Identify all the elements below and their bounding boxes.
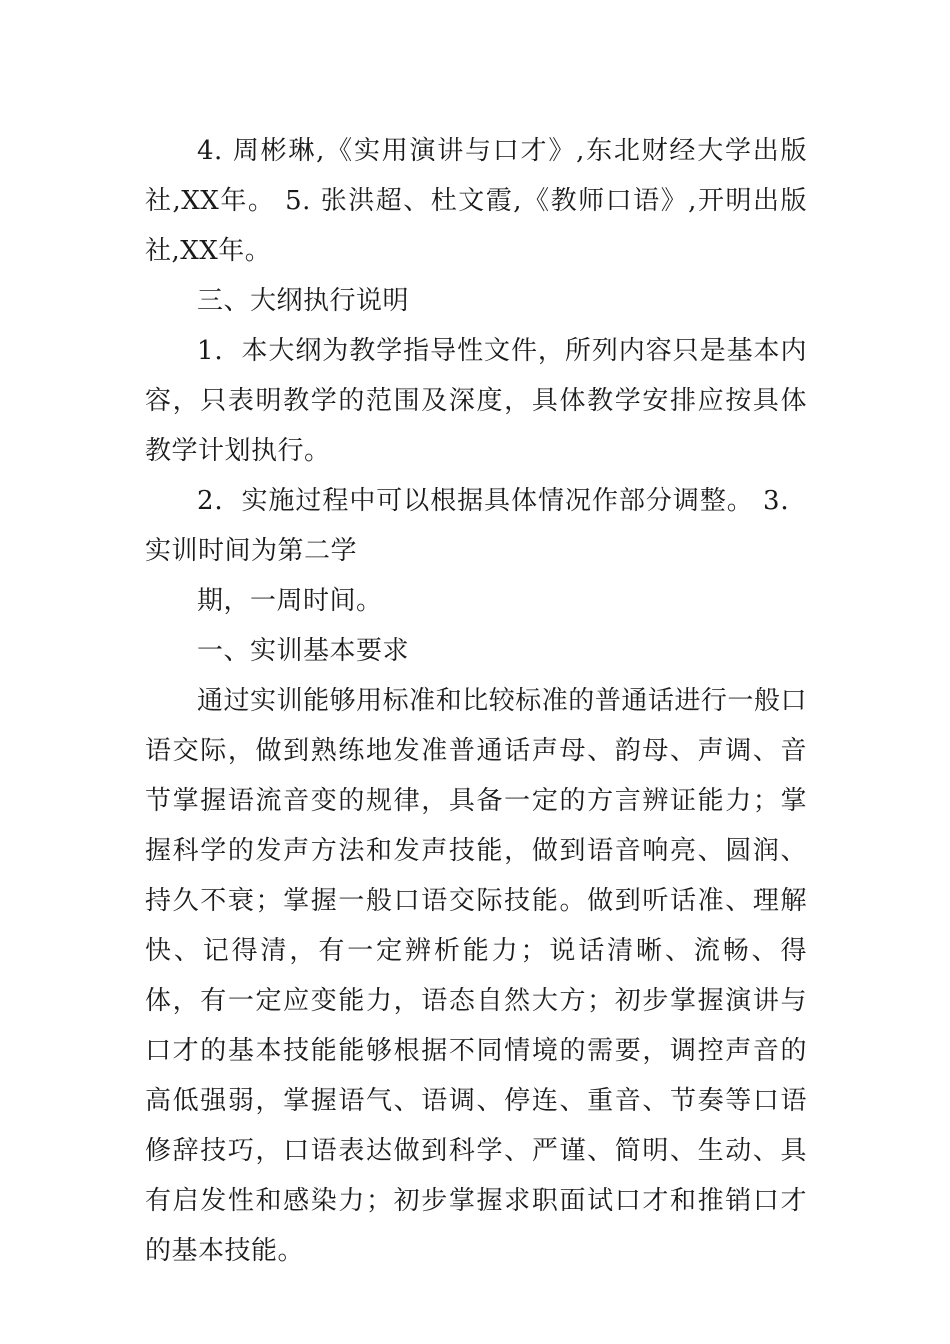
section-heading-outline-notes: 三、大纲执行说明 — [197, 286, 410, 316]
paragraph-note-2-3: 2．实施过程中可以根据具体情况作部分调整。 3．实训时间为第二学 — [145, 486, 807, 566]
paragraph-references: 4. 周彬琳,《实用演讲与口才》,东北财经大学出版社,XX年。 5. 张洪超、杜文霞,《教师口语》,开明出版社,XX年。 — [145, 136, 807, 266]
section-heading-training-requirements: 一、实训基本要求 — [197, 636, 410, 666]
paragraph-training-body: 通过实训能够用标准和比较标准的普通话进行一般口语交际，做到熟练地发准普通话声母、韵母、声调、音节掌握语流音变的规律，具备一定的方言辨证能力；掌握科学的发声方法和发声技能，做到语音响亮、圆润、持久不衰；掌握一般口语交际技能。做到听话准、理解快、记得清，有一定辨析能力；说话清晰、流畅、得体，有一定应变能力，语态自然大方；初步掌握演讲与口才的基本技能能够根据不同情境的需要，调控声音的高低强弱，掌握语气、语调、停连、重音、节奏等口语修辞技巧，口语表达做到科学、严谨、简明、生动、具有启发性和感染力；初步掌握求职面试口才和推销口才的基本技能。 — [145, 686, 807, 1266]
document-body — [145, 126, 807, 1276]
paragraph-note-3-cont: 期，一周时间。 — [197, 586, 383, 616]
paragraph-note-1: 1．本大纲为教学指导性文件，所列内容只是基本内容，只表明教学的范围及深度，具体教学安排应按具体教学计划执行。 — [145, 336, 807, 466]
